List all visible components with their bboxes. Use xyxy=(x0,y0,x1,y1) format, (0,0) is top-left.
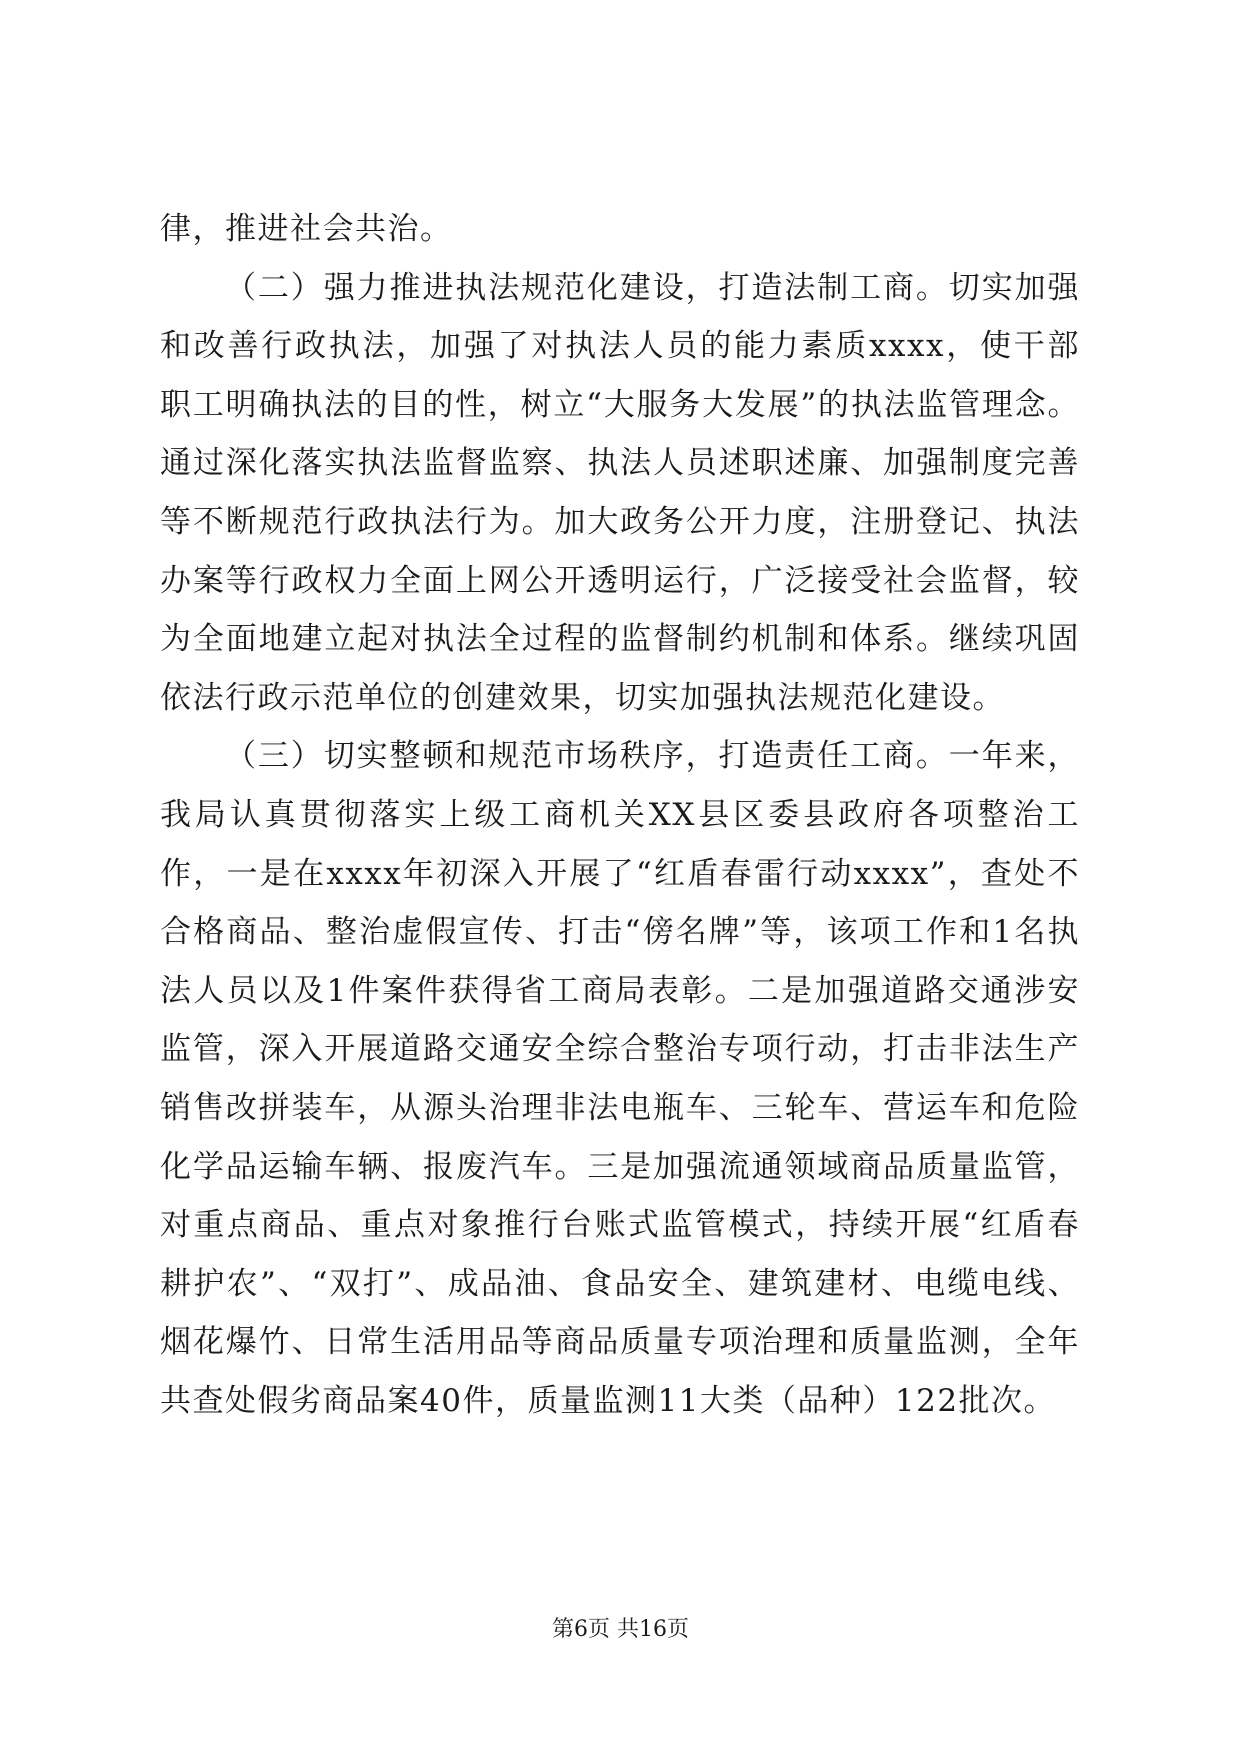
paragraph-law-enforcement: （二）强力推进执法规范化建设，打造法制工商。切实加强和改善行政执法，加强了对执法人员的能力素质xxxx，使干部职工明确执法的目的性，树立“大服务大发展”的执法监管理念。通过深化落实执法监督监察、执法人员述职述廉、加强制度完善等不断规范行政执法行为。加大政务公开力度，注册登记、执法办案等行政权力全面上网公开透明运行，广泛接受社会监督，较为全面地建立起对执法全过程的监督制约机制和体系。继续巩固依法行政示范单位的创建效果，切实加强执法规范化建设。 xyxy=(160,269,1080,716)
paragraph-market-order: （三）切实整顿和规范市场秩序，打造责任工商。一年来，我局认真贯彻落实上级工商机关XX县区委县政府各项整治工作，一是在xxxx年初深入开展了“红盾春雷行动xxxx”，查处不合格商品、整治虚假宣传、打击“傍名牌”等，该项工作和1名执法人员以及1件案件获得省工商局表彰。二是加强道路交通涉安监管，深入开展道路交通安全综合整治专项行动，打击非法生产销售改拼装车，从源头治理非法电瓶车、三轮车、营运车和危险化学品运输车辆、报废汽车。三是加强流通领域商品质量监管，对重点商品、重点对象推行台账式监管模式，持续开展“红盾春耕护农”、“双打”、成品油、食品安全、建筑建材、电缆电线、烟花爆竹、日常生活用品等商品质量专项治理和质量监测，全年共查处假劣商品案40件，质量监测11大类（品种）122批次。 xyxy=(160,738,1080,1419)
paragraph-continuation: 律，推进社会共治。 xyxy=(160,211,453,247)
document-body xyxy=(160,200,1080,1430)
page-number-footer: 第6页 共16页 xyxy=(552,1617,689,1642)
